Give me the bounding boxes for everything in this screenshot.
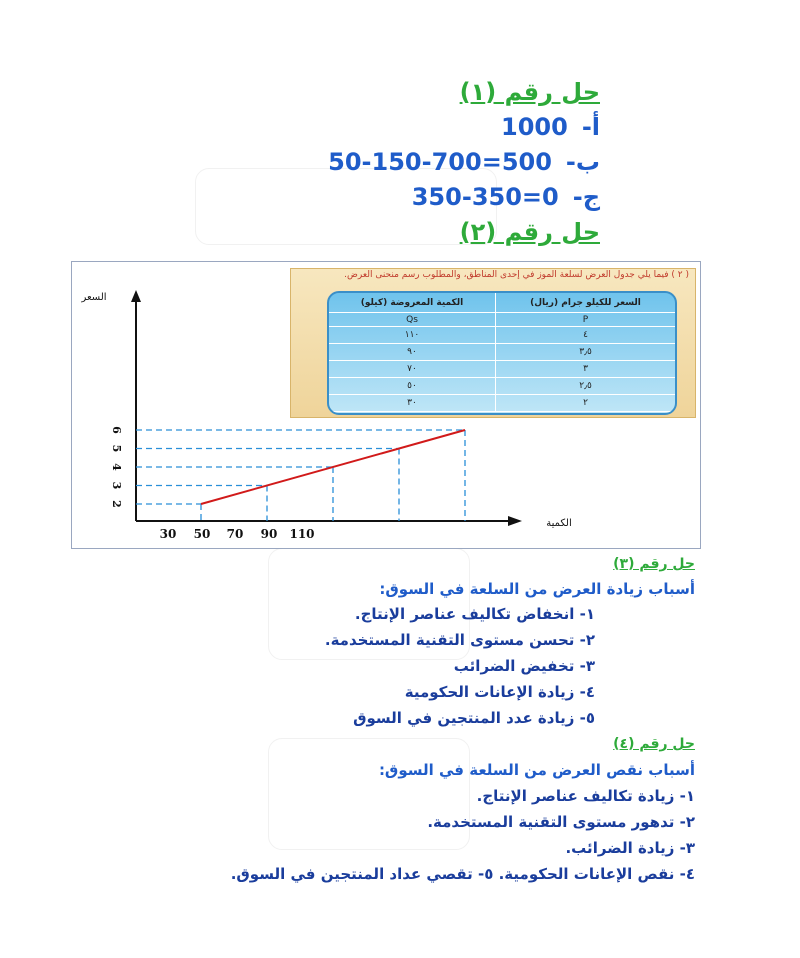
y-axis-arrow (131, 290, 141, 302)
list-item: ٤- نقص الإعانات الحكومية. ٥- تقصي عداد المنتجين في السوق. (230, 865, 695, 883)
x-tick-label: 90 (260, 527, 278, 541)
table-cell: ٢ (496, 395, 676, 412)
y-tick-label: 2 (110, 500, 123, 508)
y-tick-label: 4 (110, 463, 123, 471)
solution1-item-c (412, 183, 600, 211)
list-item: ٥- زيادة عدد المنتجين في السوق (353, 709, 595, 727)
list-item: ٣- تخفيض الضرائب (453, 657, 595, 675)
y-tick-label: 5 (110, 444, 123, 453)
item-key: ج- (572, 183, 600, 211)
item-value: 1000 (501, 113, 568, 141)
list-item: ٤- زيادة الإعانات الحكومية (404, 683, 595, 701)
x-tick-label: 110 (289, 527, 315, 541)
solution4-title: حل رقم (٤) (613, 736, 695, 752)
table-symbol-price: P (496, 313, 676, 327)
solution3-intro: أسباب زيادة العرض من السلعة في السوق: (379, 580, 695, 598)
background-panel (268, 738, 470, 850)
supply-table (327, 291, 677, 415)
list-item: ٢- تحسن مستوى التقنية المستخدمة. (324, 631, 595, 649)
item-key: أ- (581, 113, 600, 141)
y-tick-label: 6 (110, 426, 123, 434)
table-header-price: السعر للكيلو جرام (ريال) (496, 293, 676, 313)
x-tick-label: 50 (193, 527, 211, 541)
solution2-title: حل رقم (٢) (459, 218, 600, 246)
x-tick-label: 30 (159, 527, 177, 541)
table-cell: ٣ (496, 361, 676, 378)
list-item: ٢- تدهور مستوى التقنية المستخدمة. (427, 813, 695, 831)
table-caption: ( ٢ ) فيما يلي جدول العرض لسلعة الموز في إحدى المناطق، والمطلوب رسم منحنى العرض. (344, 270, 689, 280)
table-cell: ٩٠ (329, 344, 496, 361)
x-axis-arrow (508, 516, 522, 526)
solution1-item-b (328, 148, 600, 176)
table-cell: ١١٠ (329, 327, 496, 344)
table-header-quantity: الكمية المعروضة (كيلو) (329, 293, 496, 313)
solution1-title: حل رقم (١) (459, 78, 600, 106)
solution3-title: حل رقم (٣) (613, 556, 695, 572)
table-cell: ٣٠ (329, 395, 496, 412)
table-cell: ٣٫٥ (496, 344, 676, 361)
item-value: 500=700-150-50 (328, 148, 552, 176)
solution1-item-a (501, 113, 600, 141)
item-value: 0=350-350 (411, 183, 559, 211)
table-cell: ٢٫٥ (496, 378, 676, 395)
y-axis-title: السعر (81, 292, 107, 303)
y-tick-label: 3 (110, 481, 123, 490)
list-item: ١- زيادة تكاليف عناصر الإنتاج. (476, 787, 695, 805)
table-symbol-quantity: Qs (329, 313, 496, 327)
supply-chart-figure (71, 261, 701, 549)
item-key: ب- (565, 148, 600, 176)
list-item: ٣- زيادة الضرائب. (565, 839, 695, 857)
x-axis-title: الكمية (546, 518, 572, 529)
table-cell: ٤ (496, 327, 676, 344)
supply-table-panel (290, 268, 696, 418)
list-item: ١- انخفاض تكاليف عناصر الإنتاج. (354, 605, 595, 623)
solution4-intro: أسباب نقص العرض من السلعة في السوق: (378, 761, 695, 779)
x-tick-label: 70 (226, 527, 244, 541)
table-cell: ٥٠ (329, 378, 496, 395)
table-cell: ٧٠ (329, 361, 496, 378)
